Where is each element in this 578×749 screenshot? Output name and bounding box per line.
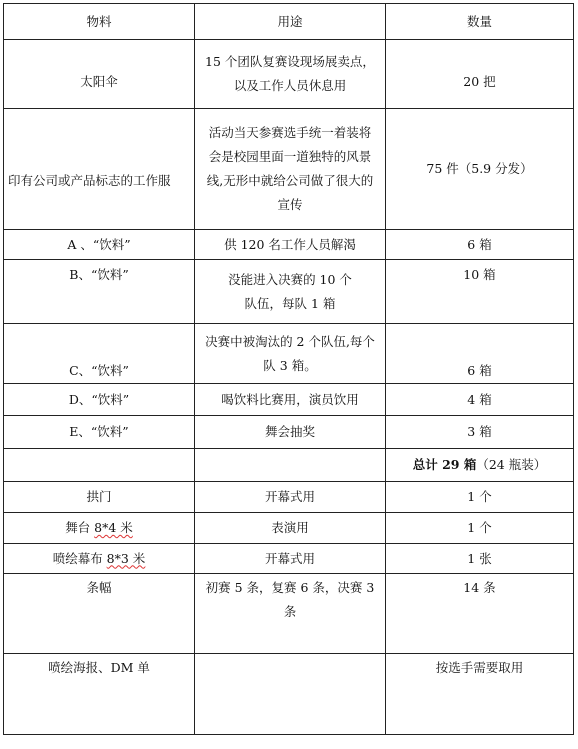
quantity-cell: 10 箱 [386,260,574,324]
material-cell: 太阳伞 [4,40,195,109]
table-row [4,324,574,384]
material-cell: 喷绘海报、DM 单 [4,654,195,735]
total-boxes-label: 总计 29 箱 [412,457,477,472]
usage-cell [195,449,386,482]
material-cell: D、“饮料” [4,384,195,416]
usage-cell: 初赛 5 条，复赛 6 条，决赛 3 条 [195,574,386,654]
quantity-cell: 3 箱 [386,416,574,449]
table-row [4,513,574,544]
usage-cell: 没能进入决赛的 10 个队伍，每队 1 箱 [195,260,386,324]
table-row [4,482,574,513]
usage-cell: 舞会抽奖 [195,416,386,449]
table-row [4,544,574,574]
material-size: 8*4 米 [94,520,133,535]
usage-cell: 活动当天参赛选手统一着装将会是校园里面一道独特的风景线,无形中就给公司做了很大的宣传 [195,109,386,230]
material-cell: C、“饮料” [4,324,195,384]
usage-cell: 开幕式用 [195,544,386,574]
table-row-total [4,449,574,482]
material-cell [4,513,195,544]
usage-cell [195,654,386,735]
material-cell [4,449,195,482]
material-name: 喷绘幕布 [52,550,107,566]
quantity-cell: 按选手需要取用 [386,654,574,735]
usage-cell: 表演用 [195,513,386,544]
material-cell: 印有公司或产品标志的工作服 [4,109,195,230]
material-size: 8*3 米 [106,550,146,566]
total-quantity-cell [386,449,574,482]
usage-cell: 供 120 名工作人员解渴 [195,230,386,260]
total-pack-note: （24 瓶装） [476,457,547,472]
header-quantity: 数量 [386,4,574,40]
material-cell: E、“饮料” [4,416,195,449]
table-header-row [4,4,574,40]
header-material: 物料 [4,4,195,40]
quantity-cell: 4 箱 [386,384,574,416]
quantity-cell: 6 箱 [386,230,574,260]
header-usage: 用途 [195,4,386,40]
table-row [4,230,574,260]
table-row [4,109,574,230]
usage-cell: 开幕式用 [195,482,386,513]
quantity-cell: 1 个 [386,482,574,513]
table-row [4,384,574,416]
usage-cell: 喝饮料比赛用，演员饮用 [195,384,386,416]
material-cell: 拱门 [4,482,195,513]
table-row [4,260,574,324]
material-cell: A 、“饮料” [4,230,195,260]
quantity-cell: 20 把 [386,40,574,109]
table-row [4,416,574,449]
table-row [4,40,574,109]
table-row [4,654,574,735]
quantity-cell: 1 个 [386,513,574,544]
material-cell: B、“饮料” [4,260,195,324]
material-cell: 条幅 [4,574,195,654]
material-name: 舞台 [65,520,95,535]
material-cell [4,544,195,574]
materials-table [3,3,574,735]
table-row [4,574,574,654]
usage-cell: 决赛中被淘汰的 2 个队伍,每个队 3 箱。 [195,324,386,384]
quantity-cell: 75 件（5.9 分发） [386,109,574,230]
quantity-cell: 1 张 [386,544,574,574]
quantity-cell: 6 箱 [386,324,574,384]
usage-cell: 15 个团队复赛设现场展卖点，以及工作人员休息用 [195,40,386,109]
quantity-cell: 14 条 [386,574,574,654]
